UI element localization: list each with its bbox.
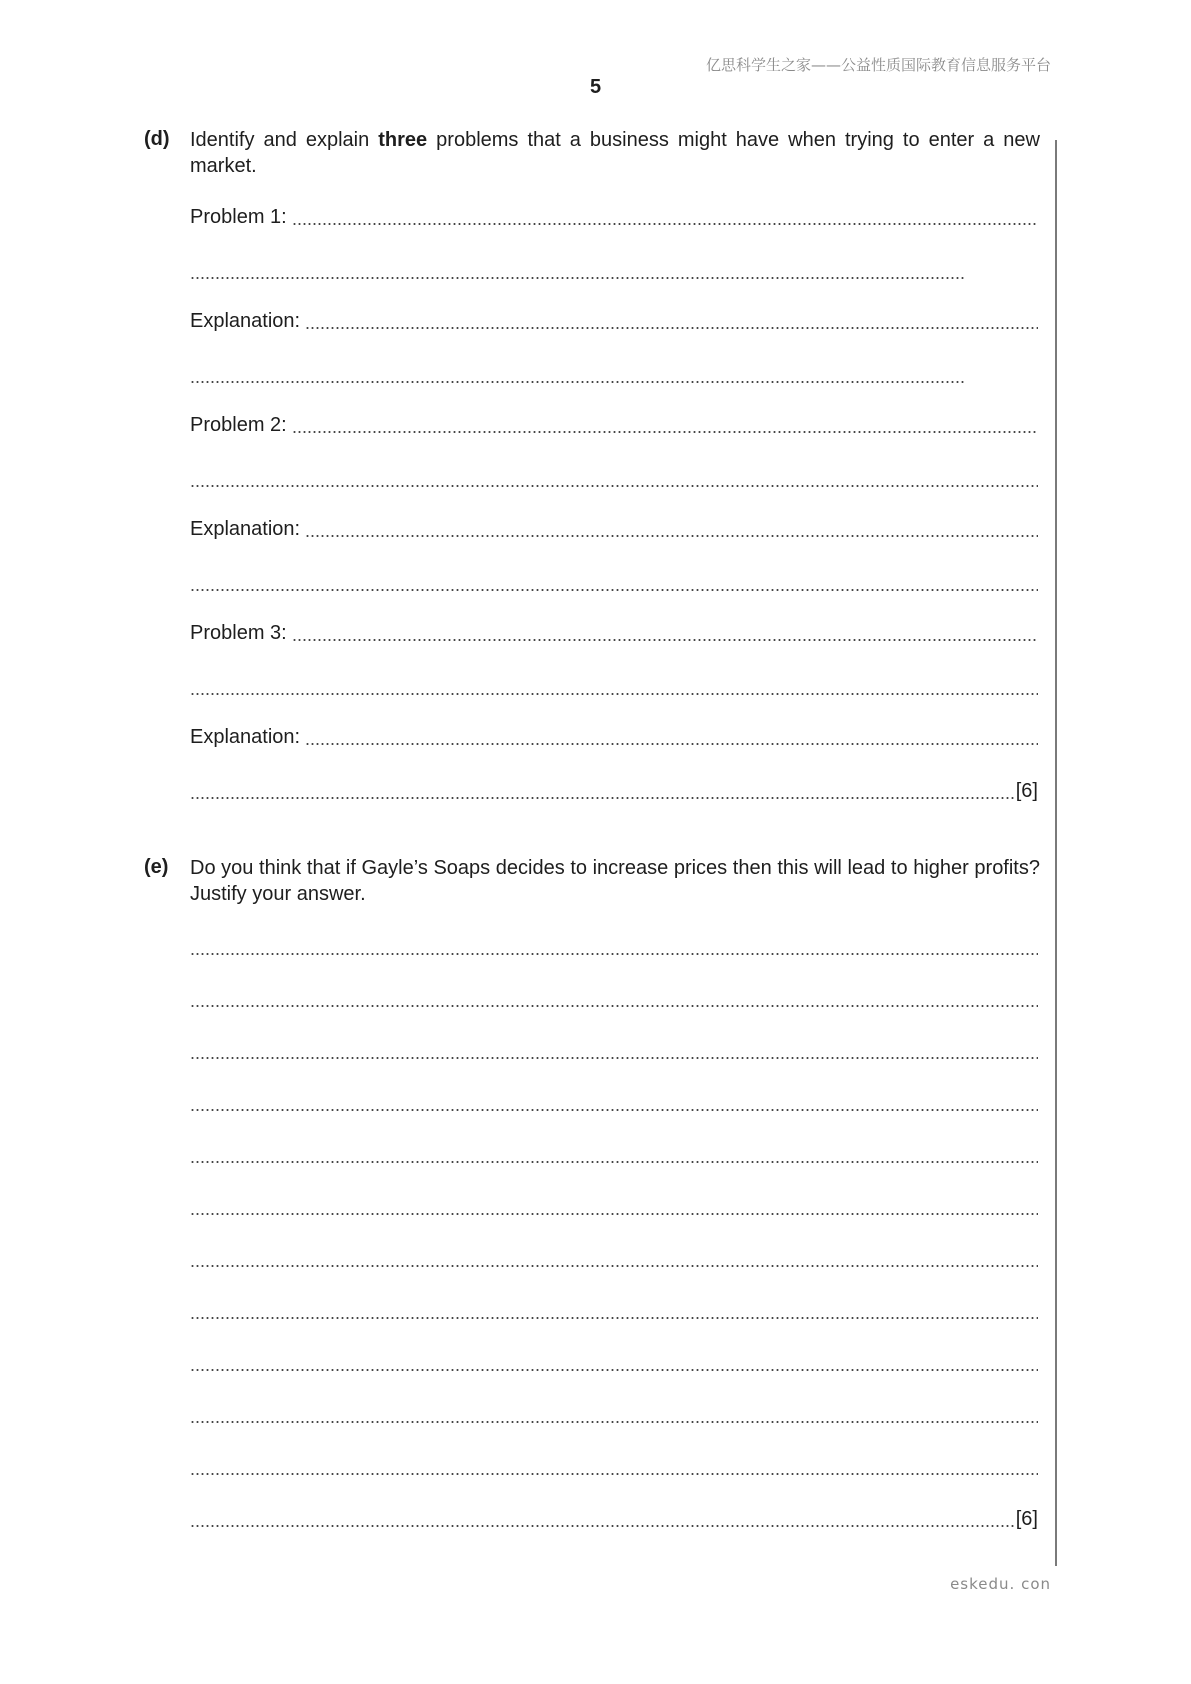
- answer-line-e[interactable]: [190, 1142, 1038, 1168]
- explanation-2-label: Explanation:: [190, 518, 301, 540]
- dotted-rule: [190, 1161, 1038, 1163]
- answer-line-problem-2[interactable]: [190, 412, 1038, 438]
- answer-line-e[interactable]: [190, 1038, 1038, 1064]
- question-d-emphasis: three: [378, 129, 428, 151]
- question-d-text-end: problems that a business might have when trying to enter a new market.: [190, 129, 1040, 177]
- answer-line-explanation-3-cont[interactable]: [190, 778, 1038, 804]
- answer-line-e[interactable]: [190, 1194, 1038, 1220]
- dotted-rule: [292, 639, 1038, 641]
- dotted-rule: [190, 277, 964, 279]
- answer-line-problem-3-cont[interactable]: [190, 674, 1038, 700]
- dotted-rule: [190, 485, 1038, 487]
- answer-line-e[interactable]: [190, 1454, 1038, 1480]
- dotted-rule: [190, 1109, 1038, 1111]
- answer-line-explanation-2-cont[interactable]: [190, 570, 1038, 596]
- dotted-rule: [190, 693, 1038, 695]
- dotted-rule: [190, 1473, 1038, 1475]
- dotted-rule: [190, 1213, 1038, 1215]
- dotted-rule: [190, 1525, 1015, 1527]
- answer-line-explanation-3[interactable]: [190, 724, 1038, 750]
- explanation-3-label: Explanation:: [190, 726, 301, 748]
- answer-line-explanation-2[interactable]: [190, 516, 1038, 542]
- question-e-marks: [6]: [1015, 1508, 1038, 1530]
- dotted-rule: [190, 381, 964, 383]
- question-e-text: Do you think that if Gayle’s Soaps decides to increase prices then this will lead to higher profits? Justify your answer.: [190, 857, 1040, 905]
- question-d-label: (d): [144, 128, 170, 150]
- answer-line-problem-2-cont[interactable]: [190, 466, 1038, 492]
- page-number: 5: [589, 76, 602, 98]
- header-watermark: 亿思科学生之家——公益性质国际教育信息服务平台: [705, 56, 1051, 74]
- dotted-rule: [292, 431, 1038, 433]
- question-d-text-start: Identify and explain: [190, 129, 379, 151]
- problem-1-label: Problem 1:: [190, 206, 287, 228]
- question-d-text: [190, 127, 1040, 179]
- answer-line-e-last[interactable]: [190, 1506, 1038, 1532]
- answer-line-explanation-1-cont[interactable]: [190, 362, 964, 388]
- question-d-marks: [6]: [1015, 780, 1038, 802]
- dotted-rule: [190, 797, 1015, 799]
- dotted-rule: [190, 589, 1038, 591]
- dotted-rule: [190, 1369, 1038, 1371]
- answer-line-e[interactable]: [190, 1298, 1038, 1324]
- problem-2-label: Problem 2:: [190, 414, 287, 436]
- question-e-label: (e): [144, 856, 169, 878]
- dotted-rule: [305, 327, 1038, 329]
- answer-line-e[interactable]: [190, 934, 1038, 960]
- answer-line-e[interactable]: [190, 1090, 1038, 1116]
- explanation-1-label: Explanation:: [190, 310, 301, 332]
- dotted-rule: [292, 223, 1038, 225]
- answer-line-explanation-1[interactable]: [190, 308, 1038, 334]
- problem-3-label: Problem 3:: [190, 622, 287, 644]
- dotted-rule: [190, 1265, 1038, 1267]
- answer-line-problem-3[interactable]: [190, 620, 1038, 646]
- answer-line-problem-1-cont[interactable]: [190, 258, 964, 284]
- dotted-rule: [190, 953, 1038, 955]
- answer-line-e[interactable]: [190, 1350, 1038, 1376]
- answer-line-problem-1[interactable]: [190, 204, 1038, 230]
- dotted-rule: [190, 1317, 1038, 1319]
- footer-watermark: eskedu. con: [950, 1575, 1051, 1593]
- answer-line-e[interactable]: [190, 1246, 1038, 1272]
- dotted-rule: [305, 535, 1038, 537]
- dotted-rule: [190, 1057, 1038, 1059]
- dotted-rule: [190, 1005, 1038, 1007]
- margin-rule: [1055, 140, 1057, 1566]
- dotted-rule: [305, 743, 1038, 745]
- dotted-rule: [190, 1421, 1038, 1423]
- answer-line-e[interactable]: [190, 1402, 1038, 1428]
- answer-line-e[interactable]: [190, 986, 1038, 1012]
